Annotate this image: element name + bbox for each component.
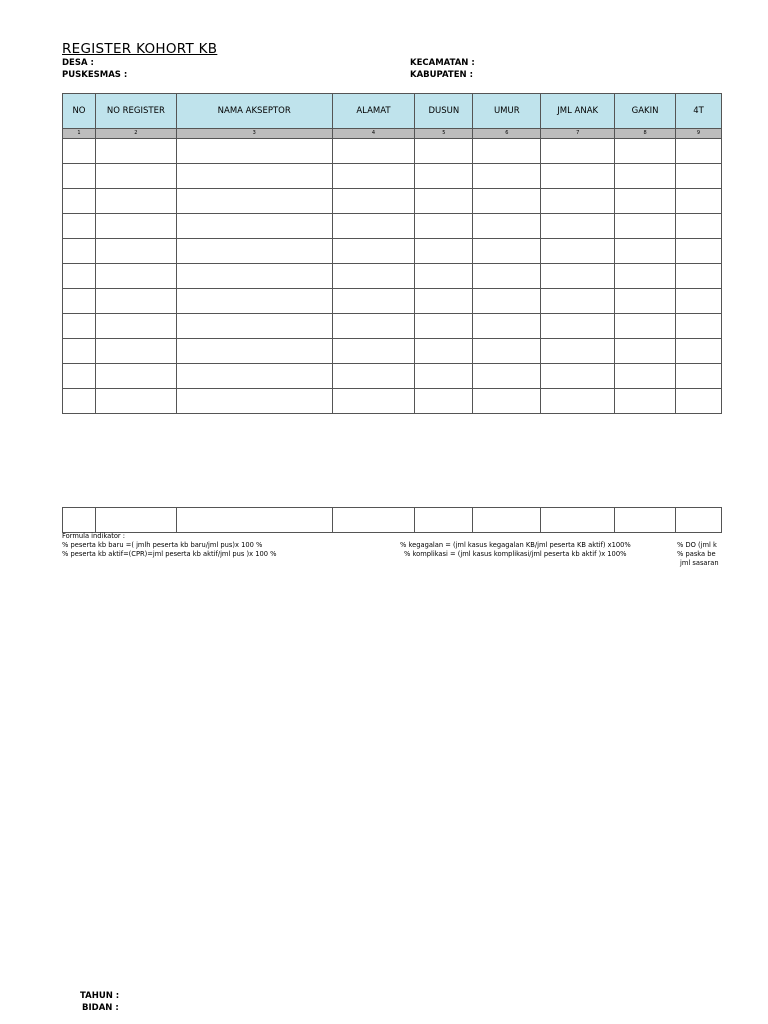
table-cell[interactable] (95, 339, 176, 364)
table-row (63, 264, 722, 289)
puskesmas-label: PUSKESMAS : (62, 70, 128, 80)
formula-paska: % paska be (677, 550, 716, 558)
col-number: 6 (473, 129, 541, 139)
table-cell[interactable] (176, 508, 332, 533)
table-cell[interactable] (63, 164, 96, 189)
col-number: 5 (415, 129, 473, 139)
formula-sasaran: jml sasaran (680, 559, 719, 567)
table-cell[interactable] (415, 389, 473, 414)
col-header-dusun: DUSUN (415, 94, 473, 129)
col-number: 8 (615, 129, 676, 139)
table-cell[interactable] (95, 289, 176, 314)
table-cell[interactable] (95, 314, 176, 339)
table-cell[interactable] (332, 189, 415, 214)
table-cell[interactable] (415, 239, 473, 264)
table-cell[interactable] (541, 339, 615, 364)
table-cell[interactable] (676, 289, 722, 314)
col-header-jml-anak: JML ANAK (541, 94, 615, 129)
table-cell[interactable] (541, 389, 615, 414)
formula-heading: Formula indikator : (62, 532, 126, 540)
col-number: 4 (332, 129, 415, 139)
table-cell[interactable] (615, 239, 676, 264)
table-cell[interactable] (415, 364, 473, 389)
formula-komplikasi: % komplikasi = (jml kasus komplikasi/jml peserta kb aktif )x 100% (404, 550, 627, 558)
col-number: 7 (541, 129, 615, 139)
table-cell[interactable] (95, 508, 176, 533)
table-cell[interactable] (676, 339, 722, 364)
table-cell[interactable] (473, 339, 541, 364)
table-row (63, 339, 722, 364)
table-cell[interactable] (332, 339, 415, 364)
total-row (63, 508, 722, 533)
table-cell[interactable] (615, 314, 676, 339)
table-cell[interactable] (95, 139, 176, 164)
table-cell[interactable] (63, 364, 96, 389)
table-cell[interactable] (176, 389, 332, 414)
header-row (63, 94, 722, 129)
table-cell[interactable] (63, 339, 96, 364)
table-cell[interactable] (473, 264, 541, 289)
table-cell[interactable] (95, 264, 176, 289)
table-cell[interactable] (615, 289, 676, 314)
table-cell[interactable] (415, 214, 473, 239)
col-number: 1 (63, 129, 96, 139)
table-cell[interactable] (676, 239, 722, 264)
table-cell[interactable] (541, 139, 615, 164)
kecamatan-label: KECAMATAN : (410, 58, 475, 68)
table-cell[interactable] (63, 508, 96, 533)
table-cell[interactable] (332, 214, 415, 239)
bidan-label: BIDAN : (82, 1003, 119, 1013)
table-cell[interactable] (676, 139, 722, 164)
table-cell[interactable] (541, 508, 615, 533)
table-cell[interactable] (332, 164, 415, 189)
col-header-4t: 4T (676, 94, 722, 129)
table-cell[interactable] (415, 508, 473, 533)
table-cell[interactable] (63, 214, 96, 239)
table-row (63, 239, 722, 264)
table-row (63, 164, 722, 189)
table-cell[interactable] (473, 508, 541, 533)
table-cell[interactable] (176, 264, 332, 289)
table-cell[interactable] (332, 314, 415, 339)
table-cell[interactable] (615, 164, 676, 189)
table-cell[interactable] (176, 239, 332, 264)
formula-kegagalan: % kegagalan = (jml kasus kegagalan KB/jml peserta KB aktif) x100% (400, 541, 631, 549)
table-cell[interactable] (676, 164, 722, 189)
table-cell[interactable] (615, 508, 676, 533)
formula-kb-aktif: % peserta kb aktif=(CPR)=jml peserta kb aktif/jml pus )x 100 % (62, 550, 277, 558)
table-cell[interactable] (676, 508, 722, 533)
table-cell[interactable] (415, 314, 473, 339)
col-number: 2 (95, 129, 176, 139)
table-row (63, 189, 722, 214)
table-cell[interactable] (541, 264, 615, 289)
table-cell[interactable] (473, 164, 541, 189)
table-row (63, 364, 722, 389)
table-cell[interactable] (176, 189, 332, 214)
table-cell[interactable] (415, 189, 473, 214)
table-cell[interactable] (63, 139, 96, 164)
table-cell[interactable] (676, 314, 722, 339)
table-row (63, 139, 722, 164)
table-cell[interactable] (415, 164, 473, 189)
table-cell[interactable] (332, 139, 415, 164)
table-cell[interactable] (541, 189, 615, 214)
table-cell[interactable] (63, 289, 96, 314)
table-cell[interactable] (63, 239, 96, 264)
table-cell[interactable] (473, 139, 541, 164)
table-cell[interactable] (415, 139, 473, 164)
table-cell[interactable] (676, 364, 722, 389)
table-cell[interactable] (473, 214, 541, 239)
table-row (63, 389, 722, 414)
table-cell[interactable] (332, 508, 415, 533)
table-cell[interactable] (541, 164, 615, 189)
table-cell[interactable] (415, 264, 473, 289)
table-cell[interactable] (95, 164, 176, 189)
col-header-gakin: GAKIN (615, 94, 676, 129)
table-cell[interactable] (615, 139, 676, 164)
table-cell[interactable] (473, 239, 541, 264)
table-cell[interactable] (473, 289, 541, 314)
col-header-alamat: ALAMAT (332, 94, 415, 129)
table-cell[interactable] (176, 164, 332, 189)
table-cell[interactable] (95, 214, 176, 239)
col-header-no-register: NO REGISTER (95, 94, 176, 129)
table-cell[interactable] (615, 264, 676, 289)
table-cell[interactable] (541, 214, 615, 239)
table-cell[interactable] (473, 314, 541, 339)
table-cell[interactable] (615, 364, 676, 389)
table-cell[interactable] (95, 239, 176, 264)
table-cell[interactable] (676, 389, 722, 414)
table-cell[interactable] (415, 339, 473, 364)
table-cell[interactable] (615, 389, 676, 414)
table-cell[interactable] (332, 239, 415, 264)
table-cell[interactable] (176, 289, 332, 314)
table-cell[interactable] (415, 289, 473, 314)
table-row (63, 314, 722, 339)
tahun-label: TAHUN : (80, 991, 120, 1001)
table-cell[interactable] (176, 214, 332, 239)
table-cell[interactable] (615, 189, 676, 214)
register-table (62, 93, 722, 414)
table-cell[interactable] (541, 289, 615, 314)
col-number: 3 (176, 129, 332, 139)
table-cell[interactable] (176, 364, 332, 389)
table-cell[interactable] (541, 364, 615, 389)
table-cell[interactable] (63, 314, 96, 339)
page-title: REGISTER KOHORT KB (62, 41, 218, 57)
table-cell[interactable] (676, 189, 722, 214)
table-cell[interactable] (332, 389, 415, 414)
table-cell[interactable] (95, 364, 176, 389)
table-row (63, 289, 722, 314)
table-cell[interactable] (95, 189, 176, 214)
table-cell[interactable] (332, 289, 415, 314)
formula-kb-baru: % peserta kb baru =( jmlh peserta kb baru/jml pus)x 100 % (62, 541, 263, 549)
col-number: 9 (676, 129, 722, 139)
table-cell[interactable] (95, 389, 176, 414)
kabupaten-label: KABUPATEN : (410, 70, 473, 80)
total-row-table (62, 507, 722, 533)
column-number-row (63, 129, 722, 139)
table-cell[interactable] (541, 314, 615, 339)
table-cell[interactable] (541, 239, 615, 264)
table-cell[interactable] (473, 189, 541, 214)
table-cell[interactable] (63, 264, 96, 289)
table-cell[interactable] (332, 364, 415, 389)
table-cell[interactable] (676, 264, 722, 289)
table-cell[interactable] (615, 214, 676, 239)
col-header-no: NO (63, 94, 96, 129)
col-header-umur: UMUR (473, 94, 541, 129)
table-cell[interactable] (176, 339, 332, 364)
table-cell[interactable] (176, 314, 332, 339)
formula-do: % DO (jml k (677, 541, 717, 549)
table-cell[interactable] (473, 389, 541, 414)
table-cell[interactable] (332, 264, 415, 289)
table-cell[interactable] (176, 139, 332, 164)
table-cell[interactable] (63, 189, 96, 214)
table-cell[interactable] (615, 339, 676, 364)
desa-label: DESA : (62, 58, 94, 68)
table-cell[interactable] (473, 364, 541, 389)
table-cell[interactable] (63, 389, 96, 414)
col-header-nama-akseptor: NAMA AKSEPTOR (176, 94, 332, 129)
table-row (63, 214, 722, 239)
table-cell[interactable] (676, 214, 722, 239)
